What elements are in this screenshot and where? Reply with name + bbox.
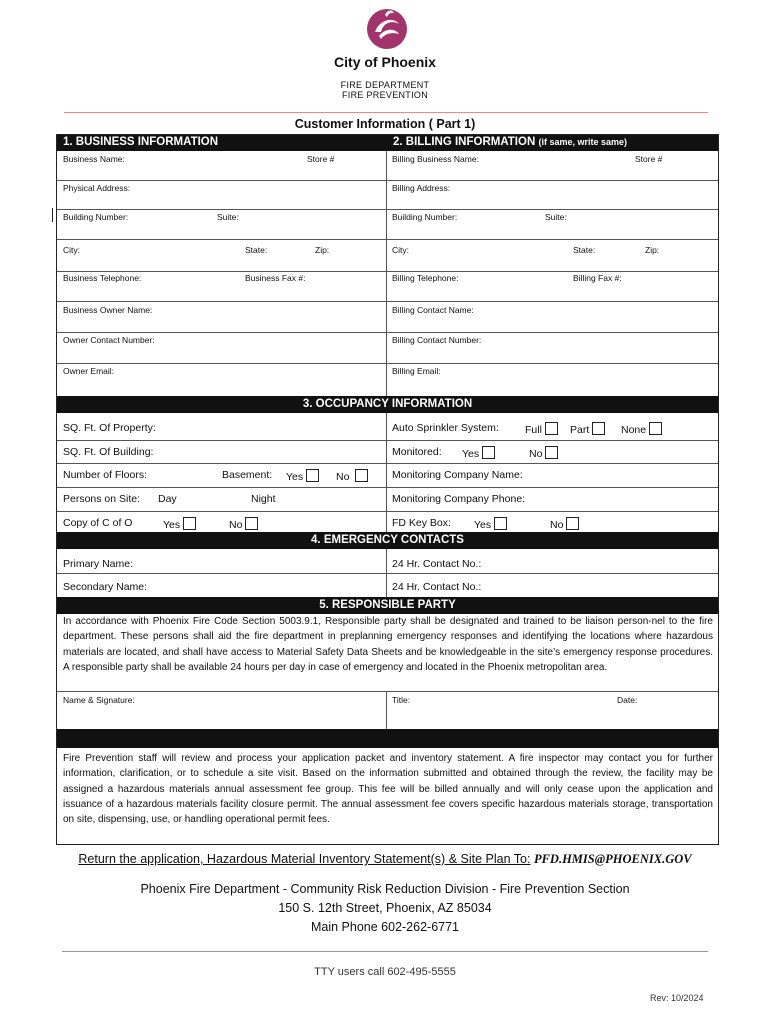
monitored-no-checkbox[interactable] [545, 446, 558, 459]
footer-divider [62, 951, 708, 952]
billing-fax-field[interactable]: Billing Fax #: [573, 273, 622, 283]
key-box-no-checkbox[interactable] [566, 517, 579, 530]
basement-no-checkbox[interactable] [355, 469, 368, 482]
form-title: Customer Information ( Part 1) [294, 117, 476, 131]
suite-field[interactable]: Suite: [217, 212, 239, 222]
column-divider [386, 691, 387, 729]
business-name-field[interactable]: Business Name: [63, 154, 125, 164]
footer-address: 150 S. 12th Street, Phoenix, AZ 85034 [278, 901, 492, 915]
footer-line-1: Phoenix Fire Department - Community Risk Reduction Division - Fire Prevention Section [140, 882, 630, 896]
row-divider [57, 573, 718, 574]
billing-contact-name-field[interactable]: Billing Contact Name: [392, 305, 474, 315]
business-fax-field[interactable]: Business Fax #: [245, 273, 306, 283]
customer-info-form [56, 134, 719, 845]
monitoring-company-field[interactable]: Monitoring Company Name: [392, 469, 523, 481]
yes-label: Yes [462, 448, 480, 460]
date-field[interactable]: Date: [617, 695, 638, 705]
no-label: No [229, 519, 243, 531]
monitored-yes[interactable] [462, 446, 495, 460]
basement-label: Basement: [222, 469, 273, 481]
section-emergency-heading: 4. EMERGENCY CONTACTS [57, 532, 718, 549]
section-occupancy-heading: 3. OCCUPANCY INFORMATION [57, 396, 718, 413]
row-divider [57, 301, 718, 302]
dept-name [300, 80, 470, 100]
row-divider [57, 487, 718, 488]
persons-day-field[interactable]: Day [158, 493, 177, 505]
sprinkler-none[interactable] [621, 422, 662, 436]
row-divider [57, 691, 718, 692]
spacer-bar [57, 729, 718, 748]
tty-line: TTY users call 602-495-5555 [314, 966, 456, 978]
no-label: No [336, 471, 350, 483]
store-number-field[interactable]: Store # [307, 154, 335, 164]
persons-on-site-field[interactable]: Persons on Site: [63, 493, 141, 505]
zip-field[interactable]: Zip: [315, 245, 330, 255]
column-divider [386, 413, 387, 532]
yes-label: Yes [163, 519, 181, 531]
row-divider [57, 209, 718, 210]
key-box-label: FD Key Box: [392, 517, 451, 529]
phoenix-bird-logo [365, 6, 409, 50]
sqft-building-field[interactable]: SQ. Ft. Of Building: [63, 446, 154, 458]
sprinkler-full[interactable] [525, 422, 558, 436]
floors-field[interactable]: Number of Floors: [63, 469, 148, 481]
row-divider [57, 463, 718, 464]
title-field[interactable]: Title: [392, 695, 411, 705]
billing-heading-note: (if same, write same) [538, 137, 628, 147]
section-business-heading: 1. BUSINESS INFORMATION [63, 136, 219, 148]
dept-line-2: FIRE PREVENTION [341, 90, 428, 100]
yes-label: Yes [474, 519, 492, 531]
return-instructions [0, 852, 770, 867]
sprinkler-full-checkbox[interactable] [545, 422, 558, 435]
monitored-label: Monitored: [392, 446, 442, 458]
basement-yes-checkbox[interactable] [306, 469, 319, 482]
basement-no[interactable] [336, 469, 368, 483]
section-responsible-heading: 5. RESPONSIBLE PARTY [57, 597, 718, 614]
part-label: Part [570, 424, 590, 436]
building-number-field[interactable]: Building Number: [63, 212, 129, 222]
primary-contact-field[interactable]: 24 Hr. Contact No.: [392, 558, 482, 570]
monitoring-phone-field[interactable]: Monitoring Company Phone: [392, 493, 526, 505]
billing-building-number-field[interactable]: Building Number: [392, 212, 458, 222]
column-divider [386, 151, 387, 397]
review-text: Fire Prevention staff will review and process your application packet and inventory statement. A fire inspector may contact you for further information, clarification, or to schedule a site visit. Based on the information submitted and obtained through the review, the facility may be assigned a hazardous materials annual assessment fee group. This fee will be billed annually and will only cease upon the application and issuance of a hazardous materials facility closure permit. The annual assessment fee covers specific hazardous materials storage, transportation on site, dispensing, use, or handling operational permit fees. [63, 753, 713, 826]
c-of-o-yes-checkbox[interactable] [183, 517, 196, 530]
margin-mark [52, 208, 53, 222]
billing-suite-field[interactable]: Suite: [545, 212, 567, 222]
billing-city-field[interactable]: City: [392, 245, 409, 255]
sprinkler-part[interactable] [570, 422, 605, 436]
billing-store-field[interactable]: Store # [635, 154, 663, 164]
billing-email-field[interactable]: Billing Email: [392, 366, 441, 376]
key-box-yes-checkbox[interactable] [494, 517, 507, 530]
billing-state-field[interactable]: State: [573, 245, 596, 255]
row-divider [57, 271, 718, 272]
c-of-o-yes[interactable] [163, 517, 196, 531]
header-divider [64, 112, 708, 113]
c-of-o-label: Copy of C of O [63, 517, 133, 529]
monitored-no[interactable] [529, 446, 558, 460]
billing-telephone-field[interactable]: Billing Telephone: [392, 273, 459, 283]
persons-night-field[interactable]: Night [251, 493, 276, 505]
sprinkler-part-checkbox[interactable] [592, 422, 605, 435]
billing-address-field[interactable]: Billing Address: [392, 183, 451, 193]
state-field[interactable]: State: [245, 245, 268, 255]
business-telephone-field[interactable]: Business Telephone: [63, 273, 142, 283]
billing-zip-field[interactable]: Zip: [645, 245, 660, 255]
footer-phone: Main Phone 602-262-6771 [310, 920, 460, 934]
full-label: Full [525, 424, 542, 436]
return-email[interactable]: PFD.HMIS@PHOENIX.GOV [533, 852, 692, 866]
secondary-contact-field[interactable]: 24 Hr. Contact No.: [392, 581, 482, 593]
row-divider [57, 332, 718, 333]
c-of-o-no-checkbox[interactable] [245, 517, 258, 530]
sqft-property-field[interactable]: SQ. Ft. Of Property: [63, 422, 156, 434]
physical-address-field[interactable]: Physical Address: [63, 183, 131, 193]
secondary-name-field[interactable]: Secondary Name: [63, 581, 148, 593]
responsible-party-text: In accordance with Phoenix Fire Code Section 5003.9.1, Responsible party shall be designated and trained to be liaison person-nel to the fire department. These persons shall aid the fire department in preplanning emergency responses and identifying the locations where hazardous materials are located, and shall have access to Material Safety Data Sheets and be knowledgeable in the site’s emergency response procedures. A responsible party shall be available 24 hours per day in case of emergency and located in the Phoenix metropolitan area. [63, 616, 713, 673]
city-field[interactable]: City: [63, 245, 80, 255]
c-of-o-no[interactable] [229, 517, 258, 531]
row-divider [57, 440, 718, 441]
yes-label: Yes [286, 471, 304, 483]
dept-line-1: FIRE DEPARTMENT [340, 80, 430, 90]
none-label: None [621, 424, 647, 436]
billing-contact-number-field[interactable]: Billing Contact Number: [392, 335, 482, 345]
org-name: City of Phoenix [334, 54, 436, 70]
row-divider [57, 511, 718, 512]
owner-name-field[interactable]: Business Owner Name: [63, 305, 153, 315]
row-divider [57, 180, 718, 181]
sprinkler-none-checkbox[interactable] [649, 422, 662, 435]
revision-date: Rev: 10/2024 [650, 993, 704, 1003]
billing-heading-text: 2. BILLING INFORMATION [393, 136, 536, 148]
primary-name-field[interactable]: Primary Name: [63, 558, 134, 570]
no-label: No [529, 448, 543, 460]
billing-business-name-field[interactable]: Billing Business Name: [392, 154, 479, 164]
key-box-yes[interactable] [474, 517, 507, 531]
basement-yes[interactable] [286, 469, 319, 483]
row-divider [57, 239, 718, 240]
section-1-2-header [57, 135, 718, 151]
owner-email-field[interactable]: Owner Email: [63, 366, 115, 376]
key-box-no[interactable] [550, 517, 579, 531]
monitored-yes-checkbox[interactable] [482, 446, 495, 459]
name-signature-field[interactable]: Name & Signature: [63, 695, 135, 705]
return-text: Return the application, Hazardous Material Inventory Statement(s) & Site Plan To: [78, 852, 531, 866]
section-billing-heading [393, 136, 627, 148]
no-label: No [550, 519, 564, 531]
owner-contact-field[interactable]: Owner Contact Number: [63, 335, 155, 345]
row-divider [57, 363, 718, 364]
sprinkler-label: Auto Sprinkler System: [392, 422, 499, 434]
